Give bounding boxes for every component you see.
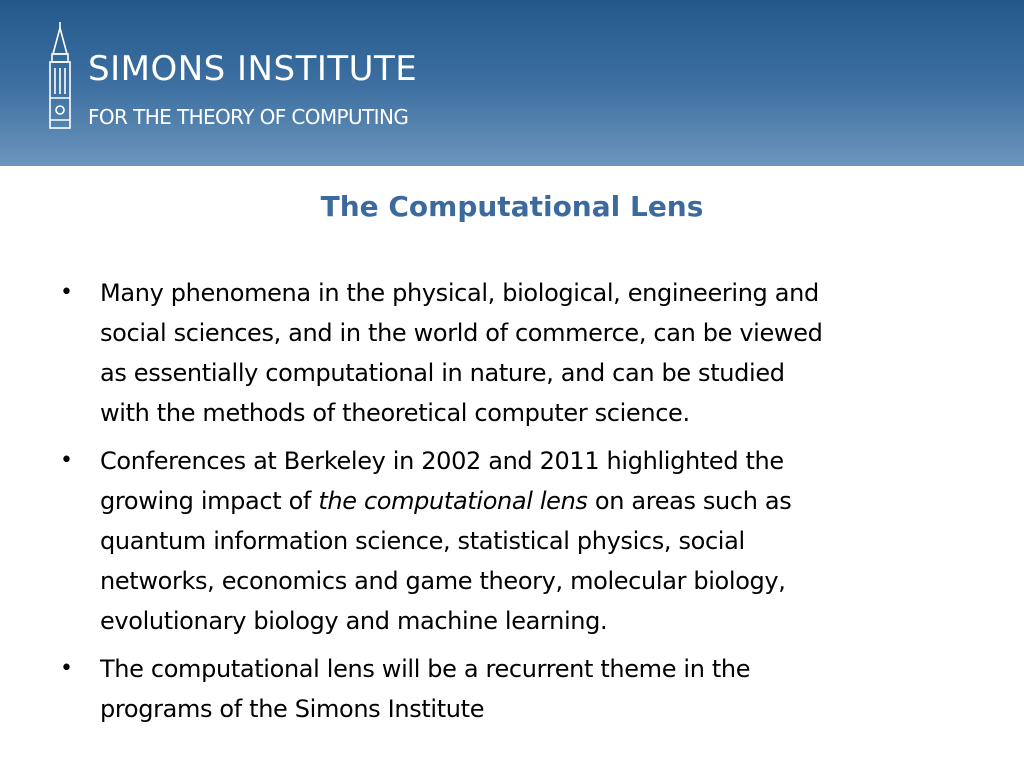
bullet-text: growing impact of — [100, 487, 319, 515]
bullet-line: as essentially computational in nature, and can be studied — [100, 359, 785, 387]
bullet-line: The computational lens will be a recurrent theme in the — [100, 655, 751, 683]
header-banner — [0, 0, 1024, 166]
emphasis-phrase: the computational lens — [318, 487, 588, 515]
bullet-dot: • — [60, 656, 73, 681]
brand-name: SIMONS INSTITUTE — [88, 49, 418, 89]
bullet-list — [54, 273, 974, 737]
bullet-line: with the methods of theoretical computer science. — [100, 399, 690, 427]
bullet-line: Many phenomena in the physical, biological, engineering and — [100, 279, 819, 307]
campanile-tower-icon — [44, 20, 76, 130]
bullet-text: on areas such as — [587, 487, 792, 515]
bullet-line: networks, economics and game theory, molecular biology, — [100, 567, 786, 595]
bullet-line: evolutionary biology and machine learning. — [100, 607, 608, 635]
bullet-dot: • — [60, 280, 73, 305]
bullet-item — [54, 649, 974, 729]
bullet-line-with-emphasis — [100, 481, 974, 521]
slide-title: The Computational Lens — [320, 190, 704, 223]
bullet-line: social sciences, and in the world of commerce, can be viewed — [100, 319, 823, 347]
bullet-dot: • — [60, 448, 73, 473]
bullet-line: Conferences at Berkeley in 2002 and 2011 highlighted the — [100, 447, 784, 475]
brand-subtitle: FOR THE THEORY OF COMPUTING — [88, 105, 409, 129]
bullet-line: programs of the Simons Institute — [100, 695, 485, 723]
bullet-item — [54, 441, 974, 641]
bullet-line: quantum information science, statistical physics, social — [100, 527, 745, 555]
bullet-item — [54, 273, 974, 433]
